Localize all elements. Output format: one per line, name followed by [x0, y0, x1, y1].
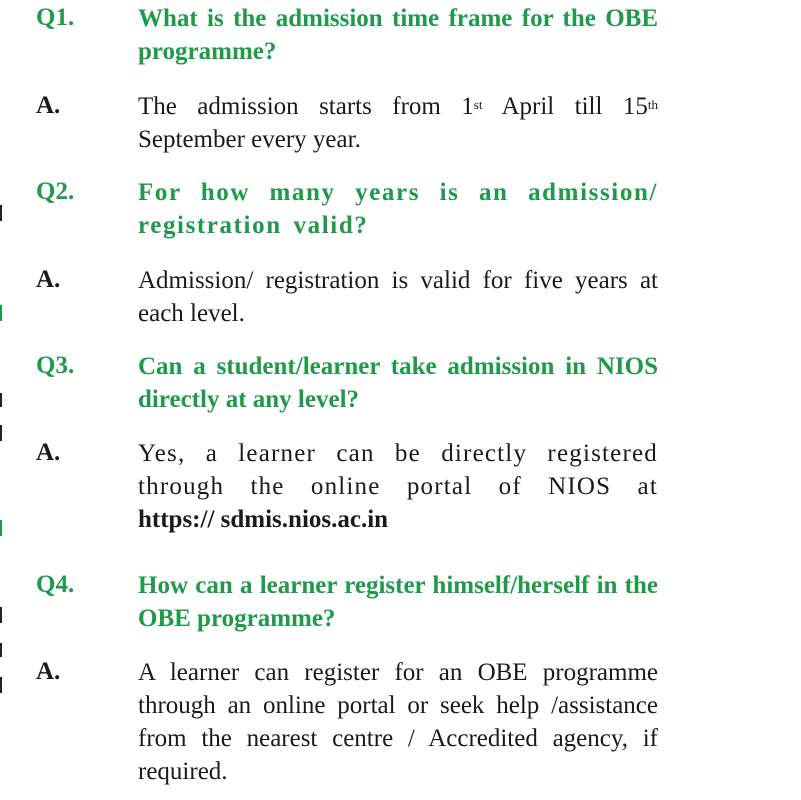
question-label: Q4. — [36, 571, 75, 598]
answer-label: A. — [36, 92, 61, 119]
answer-label: A. — [36, 266, 61, 293]
margin-artifact — [0, 393, 2, 407]
answer-text: The admission starts from 1st April till 15th September every year. — [138, 93, 658, 153]
question-label: Q1. — [36, 4, 75, 31]
question-label: Q2. — [36, 178, 75, 205]
answer-text: A learner can register for an OBE programme through an online portal or seek help /assistance from the nearest centre / Accredited agency, if required. — [138, 659, 658, 785]
margin-artifact — [0, 643, 2, 657]
margin-artifact — [0, 425, 2, 441]
portal-url: https:// sdmis.nios.ac.in — [138, 506, 389, 533]
question-text: For how many years is an admission/ registration valid? — [138, 179, 658, 239]
question-text: What is the admission time frame for the OBE programme? — [138, 5, 658, 65]
question-text: Can a student/learner take admission in NIOS directly at any level? — [138, 353, 658, 413]
answer-text: Admission/ registration is valid for five years at each level. — [138, 267, 658, 327]
margin-artifact — [0, 520, 2, 536]
margin-artifact — [0, 305, 2, 321]
margin-artifact — [0, 205, 2, 221]
question-text: How can a learner register himself/herself in the OBE programme? — [138, 572, 658, 632]
answer-text: Yes, a learner can be directly registered through the online portal of NIOS at https:// sdmis.nios.ac.in — [138, 440, 658, 533]
answer-label: A. — [36, 439, 61, 466]
question-label: Q3. — [36, 352, 75, 379]
answer-label: A. — [36, 658, 61, 685]
margin-artifact — [0, 607, 2, 623]
margin-artifact — [0, 677, 2, 693]
